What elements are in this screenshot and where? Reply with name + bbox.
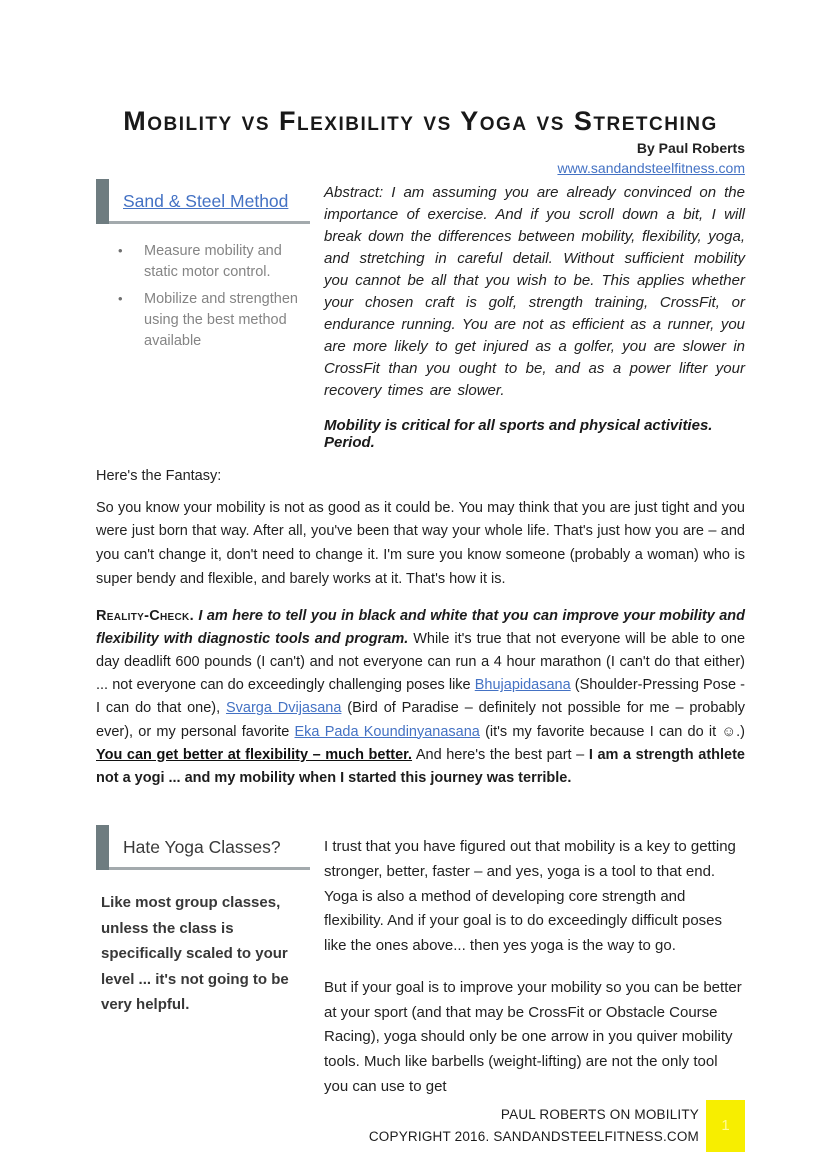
method-box-heading: Sand & Steel Method (123, 191, 289, 212)
fantasy-heading: Here's the Fantasy: (96, 467, 222, 484)
reality-check-paragraph (96, 605, 745, 791)
reality-body-5: And here's the best part – (412, 746, 589, 763)
bullet-icon: • (118, 243, 123, 259)
page-title: Mobility vs Flexibility vs Yoga vs Stretching (123, 106, 718, 136)
page-number: 1 (721, 1117, 730, 1135)
reality-body-3: (Bird of Paradise – definitely not possible for me – probably ever), or my personal favorite (96, 700, 745, 740)
reality-body-4: (it's my favorite because I can do it ☺.) (479, 723, 745, 740)
reality-body-1: While it's true that not everyone will be able to one day deadlift 600 pounds (I can't) and not everyone can run a 4 hour marathon (I can't do that either) ... not everyone can do exceedingly challenging poses like (96, 630, 746, 694)
fantasy-paragraph: So you know your mobility is not as good as it could be. You may think that you are just tight and you were just born that way. After all, you've been that way your whole life. That's just how you are – and you can't change it, don't need to change it. I'm sure you know someone (probably a woman) who is super bendy and flexible, and barely works at it. That's how it is. (96, 499, 745, 587)
list-item (118, 241, 310, 283)
footer-text (369, 1104, 699, 1147)
method-box (96, 182, 310, 358)
pose-link-eka-pada-koundinyanasana[interactable]: Eka Pada Koundinyanasana (294, 723, 480, 740)
accent-bar (96, 825, 109, 870)
reality-lead: Reality-Check. (96, 607, 194, 624)
yoga-column (324, 828, 745, 1100)
abstract-section (96, 182, 745, 450)
footer-line-1: PAUL ROBERTS ON MOBILITY (500, 1106, 699, 1122)
method-bullet-list (96, 241, 310, 352)
footer-line-2: COPYRIGHT 2016. SANDANDSTEELFITNESS.COM (368, 1128, 699, 1144)
yoga-box-note: Like most group classes, unless the class is specifically scaled to your level ... it's not going to be very helpful. (101, 894, 289, 1014)
abstract-emphasis: Mobility is critical for all sports and physical activities. Period. (324, 416, 713, 451)
pose-link-bhujapidasana[interactable]: Bhujapidasana (474, 677, 571, 694)
page-footer (96, 1100, 745, 1152)
yoga-box (96, 828, 310, 1018)
byline: By Paul Roberts (636, 140, 745, 157)
yoga-box-heading: Hate Yoga Classes? (123, 837, 281, 858)
accent-bar (96, 179, 109, 224)
yoga-paragraph-1: I trust that you have figured out that mobility is a key to getting stronger, better, faster – and yes, yoga is a tool to that end. Yoga is also a method of developing core strength and flexibility. And if your goal is to do exceedingly difficult poses like the ones above... then yes yoga is the way to go. (324, 838, 736, 955)
reality-thesis: I am here to tell you in black and white that you can improve your mobility and flexibility with diagnostic tools and program. (96, 607, 745, 647)
list-item (118, 289, 310, 352)
reality-body-2: (Shoulder-Pressing Pose - I can do that one), (96, 677, 745, 717)
method-bullet-text: Measure mobility and static motor control. (144, 243, 282, 281)
yoga-box-header (96, 828, 310, 870)
yoga-paragraph-2: But if your goal is to improve your mobility so you can be better at your sport (and that may be CrossFit or Obstacle Course Racing), yoga should only be one arrow in you quiver mobility tools. Much like barbells (weight-lifting) are not the only tool you can use to get (324, 978, 742, 1095)
method-bullet-text: Mobilize and strengthen using the best method available (144, 291, 298, 350)
abstract-text: Abstract: I am assuming you are already convinced on the importance of exercise. And if you scroll down a bit, I will break down the differences between mobility, flexibility, yoga, and stretching in careful detail. Without sufficient mobility you cannot be all that you wish to be. This applies whether your chosen craft is golf, strength training, CrossFit, or endurance running. You are not as efficient as a runner, you are more likely to get injured as a golfer, you are slower in CrossFit than you ought to be, and as a power lifter your recovery times are slower. (324, 184, 745, 400)
yoga-section (96, 828, 745, 1100)
page-number-tab (706, 1100, 745, 1152)
method-box-header (96, 182, 310, 224)
website-link[interactable]: www.sandandsteelfitness.com (557, 160, 745, 177)
bullet-icon: • (118, 291, 123, 307)
pose-link-svarga-dvijasana[interactable]: Svarga Dvijasana (225, 700, 342, 717)
abstract-column (324, 182, 745, 450)
reality-highlight: You can get better at flexibility – much better. (96, 746, 413, 763)
reality-closing: I am a strength athlete not a yogi ... and my mobility when I started this journey was terrible. (96, 746, 745, 786)
